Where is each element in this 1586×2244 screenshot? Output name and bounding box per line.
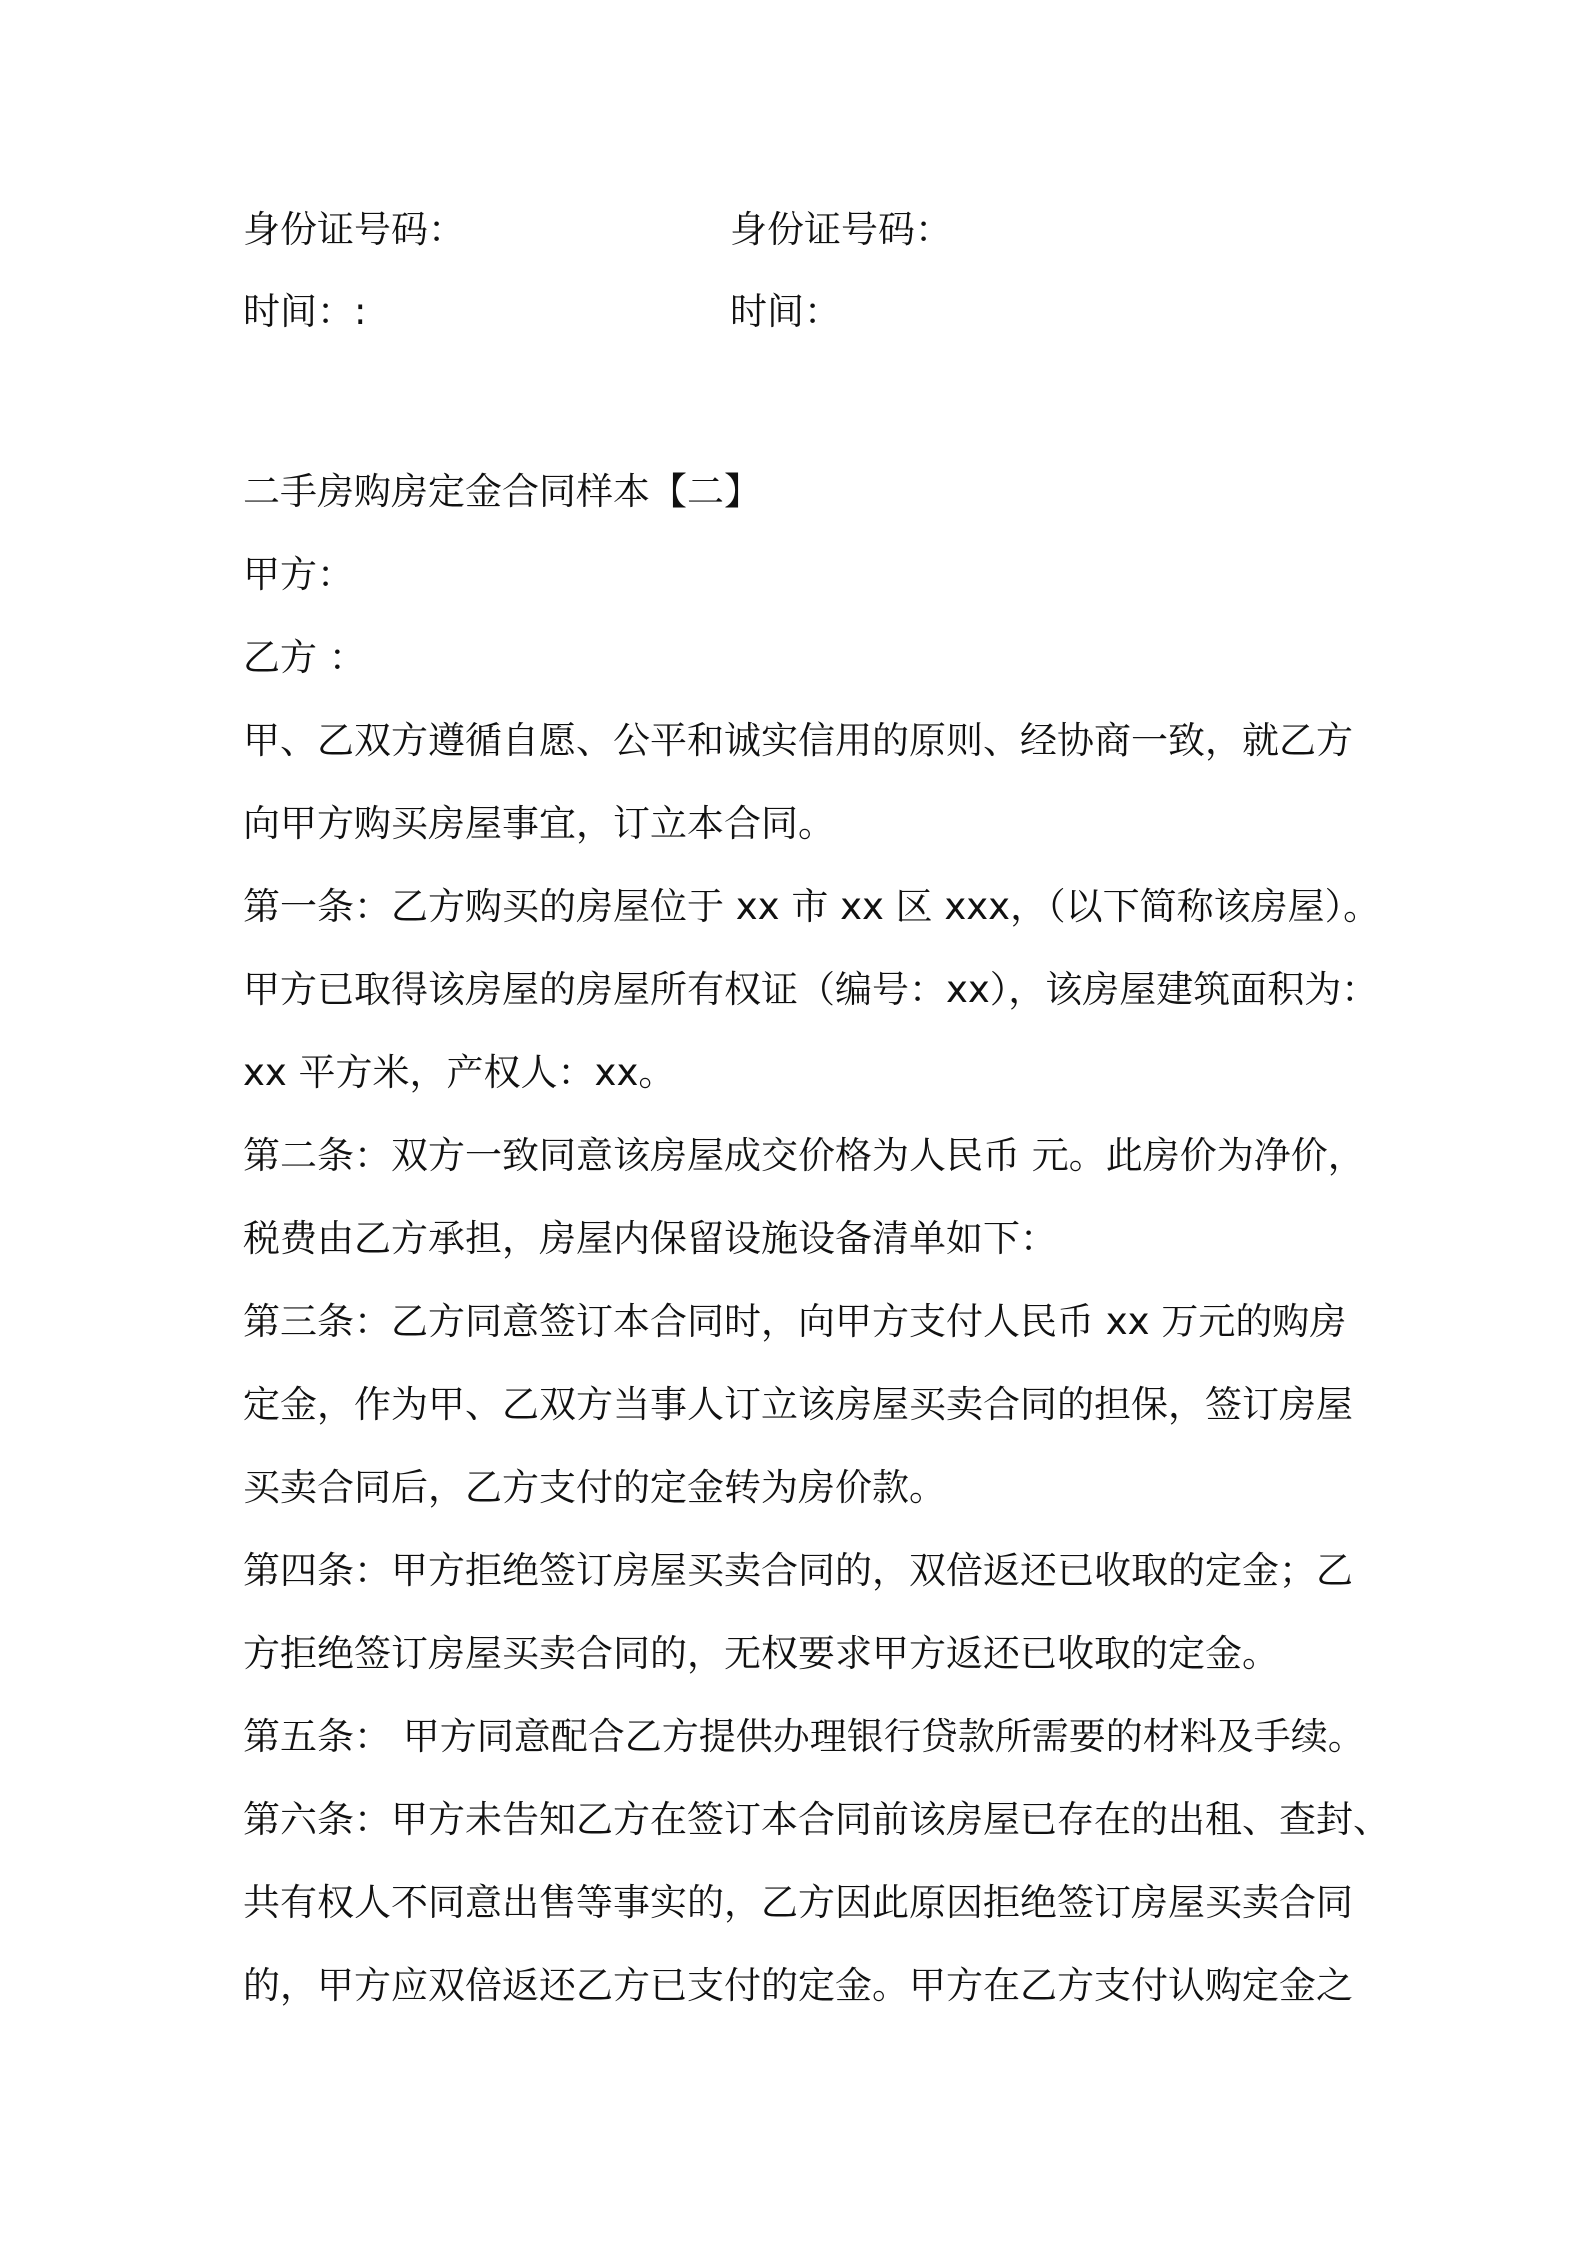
contract-body — [243, 450, 1390, 2027]
party-a-label: 甲方： — [243, 553, 354, 596]
article-5-line: 第五条： 甲方同意配合乙方提供办理银行贷款所需要的材料及手续。 — [243, 1715, 1365, 1758]
article-2-line: 税费由乙方承担，房屋内保留设施设备清单如下： — [243, 1217, 1057, 1260]
party-b-label: 乙方 ： — [243, 636, 366, 679]
id-number-row — [243, 200, 1363, 260]
party-a-id-label: 身份证号码： — [243, 208, 465, 251]
article-6-line: 共有权人不同意出售等事实的，乙方因此原因拒绝签订房屋买卖合同 — [243, 1881, 1353, 1924]
article-4-line: 方拒绝签订房屋买卖合同的，无权要求甲方返还已收取的定金。 — [243, 1632, 1279, 1675]
article-6-line: 的，甲方应双倍返还乙方已支付的定金。甲方在乙方支付认购定金之 — [243, 1964, 1353, 2007]
time-row — [243, 282, 1363, 342]
article-6-line: 第六条：甲方未告知乙方在签订本合同前该房屋已存在的出租、查封、 — [243, 1798, 1390, 1841]
article-4-line: 第四条：甲方拒绝签订房屋买卖合同的，双倍返还已收取的定金；乙 — [243, 1549, 1353, 1592]
contract-title: 二手房购房定金合同样本【二】 — [243, 470, 761, 513]
article-1-line: xx 平方米，产权人：xx。 — [243, 1051, 676, 1094]
article-3-line: 买卖合同后，乙方支付的定金转为房价款。 — [243, 1466, 946, 1509]
preamble-line: 向甲方购买房屋事宜，订立本合同。 — [243, 802, 835, 845]
article-1-line: 甲方已取得该房屋的房屋所有权证（编号：xx），该房屋建筑面积为： — [243, 968, 1379, 1011]
article-1-line: 第一条：乙方购买的房屋位于 xx 市 xx 区 xxx，（以下简称该房屋）。 — [243, 885, 1381, 928]
party-b-time-label: 时间： — [730, 290, 841, 333]
party-a-time-label: 时间：: — [243, 290, 367, 333]
article-3-line: 第三条：乙方同意签订本合同时，向甲方支付人民币 xx 万元的购房 — [243, 1300, 1347, 1343]
preamble-line: 甲、乙双方遵循自愿、公平和诚实信用的原则、经协商一致，就乙方 — [243, 719, 1353, 762]
article-3-line: 定金，作为甲、乙双方当事人订立该房屋买卖合同的担保，签订房屋 — [243, 1383, 1353, 1426]
party-b-id-label: 身份证号码： — [730, 208, 952, 251]
article-2-line: 第二条：双方一致同意该房屋成交价格为人民币 元。此房价为净价， — [243, 1134, 1365, 1177]
